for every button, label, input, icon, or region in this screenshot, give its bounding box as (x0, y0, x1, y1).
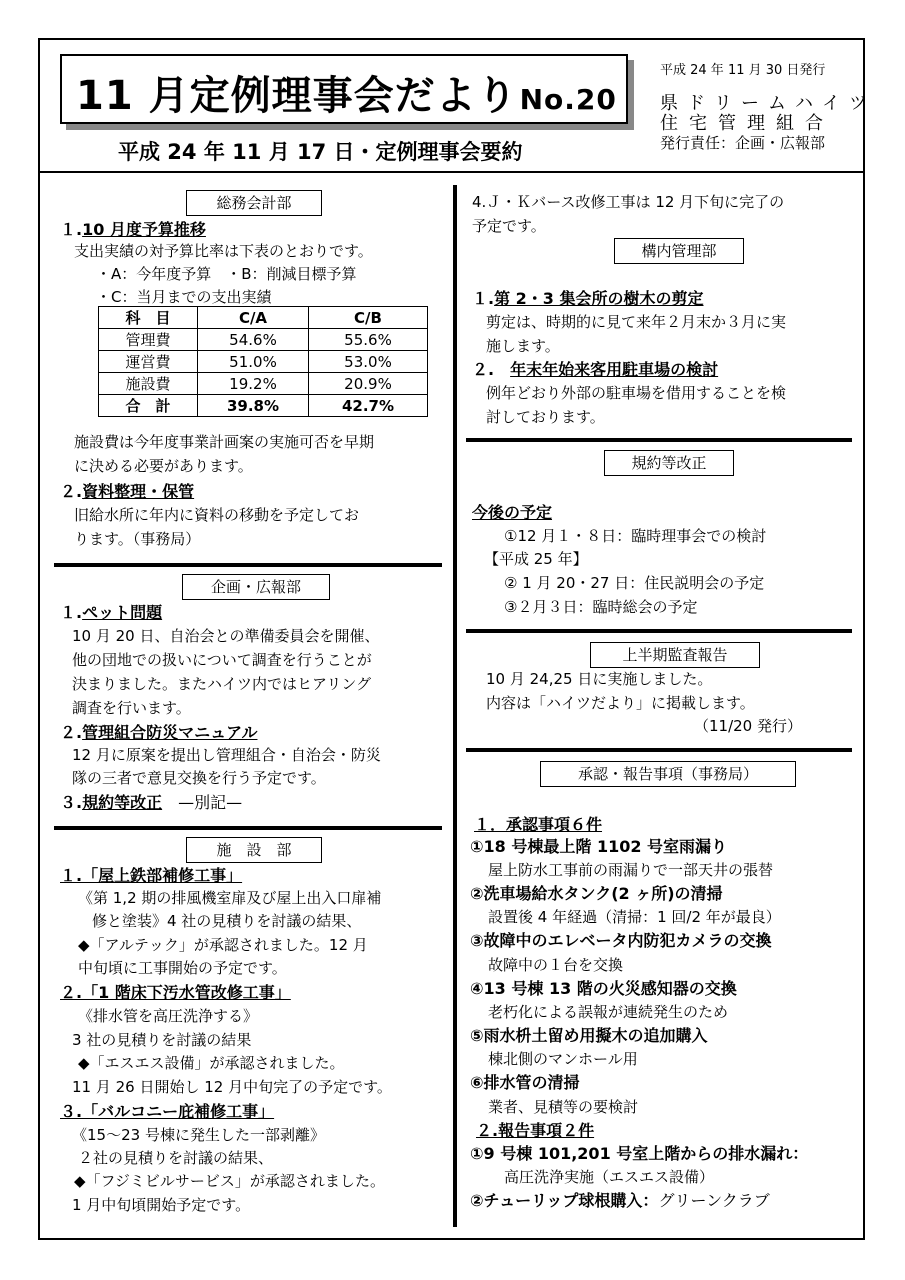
table-row: 管理費 54.6% 55.6% (99, 329, 428, 351)
soumu-item2-line1: 旧給水所に年内に資料の移動を予定してお (74, 506, 360, 524)
column-divider (453, 185, 457, 1227)
kounai-item2-l1: 例年どおり外部の駐車場を借用することを検 (486, 384, 787, 402)
kounai-item1-l1: 剪定は、時期的に見て来年２月末か３月に実 (486, 313, 787, 331)
issue-date: 平成 24 年 11 月 30 日発行 (660, 63, 826, 78)
kikaku-item1-l1: 10 月 20 日、自治会との準備委員会を開催、 (72, 627, 380, 645)
header-divider (40, 171, 863, 173)
soumu-item1-title: １.10 月度予算推移 (60, 220, 206, 239)
divider (466, 438, 852, 442)
shisetsu-item2-l1: 《排水管を高圧洗浄する》 (78, 1007, 259, 1025)
bath-renovation-l2: 予定です。 (472, 217, 546, 235)
kansa-l2: 内容は「ハイツだより」に掲載します。 (486, 694, 755, 712)
soumu-item2-title: ２.資料整理・保管 (60, 482, 195, 501)
approval-item-4: ④13 号棟 13 階の火災感知器の交換 (470, 979, 737, 998)
shisetsu-item3-title: ３.「バルコニー庇補修工事」 (60, 1102, 275, 1121)
shisetsu-item3-l4: 1 月中旬頃開始予定です。 (72, 1196, 251, 1214)
title-box (60, 54, 628, 124)
shounin-sub2: ２.報告事項２件 (476, 1121, 595, 1140)
soumu-item1-line1: 支出実績の対予算比率は下表のとおりです。 (74, 242, 373, 260)
soumu-item1-line3: ・C：当月までの支出実績 (96, 288, 272, 306)
approval-item-2-detail: 設置後 4 年経過（清掃：1 回/2 年が最良） (488, 908, 781, 926)
divider (466, 629, 852, 633)
report-item-2: ②チューリップ球根購入：グリーンクラブ (470, 1191, 770, 1210)
approval-item-1: ①18 号棟最上階 1102 号室雨漏り (470, 837, 728, 856)
shisetsu-item2-l3: ◆「エスエス設備」が承認されました。 (78, 1054, 345, 1072)
divider (54, 826, 442, 830)
section-heading-soumu: 総務会計部 (186, 190, 322, 216)
approval-item-4-detail: 老朽化による誤報が連続発生のため (488, 1003, 729, 1021)
shisetsu-item1-l3: ◆「アルテック」が承認されました。12 月 (78, 936, 368, 954)
approval-item-3: ③故障中のエレベータ内防犯カメラの交換 (470, 931, 772, 950)
newsletter-title (76, 64, 617, 121)
kikaku-item1-l4: 調査を行います。 (72, 699, 191, 717)
section-heading-shisetsu: 施 設 部 (186, 837, 322, 863)
section-heading-kikaku: 企画・広報部 (182, 574, 330, 600)
kikaku-item2-title: ２.管理組合防災マニュアル (60, 723, 258, 742)
report-item-1-detail: 高圧洗浄実施（エスエス設備） (504, 1168, 715, 1186)
kounai-item1-l2: 施します。 (486, 337, 560, 355)
kikaku-item1-title: １.ペット問題 (60, 603, 163, 622)
kiyaku-l4: ③２月３日：臨時総会の予定 (504, 598, 698, 616)
title-main: 11 月定例理事会だより (76, 73, 518, 119)
divider (466, 748, 852, 752)
soumu-item2-line2: ります。（事務局） (74, 530, 201, 548)
kiyaku-title: 今後の予定 (472, 503, 553, 522)
subtitle: 平成 24 年 11 月 17 日・定例理事会要約 (118, 140, 523, 164)
shisetsu-item2-title: ２.「1 階床下汚水管改修工事」 (60, 983, 291, 1002)
section-heading-shounin: 承認・報告事項（事務局） (540, 761, 796, 787)
shisetsu-item1-title: １.「屋上鉄部補修工事」 (60, 866, 243, 885)
org-name-line2: 住宅管理組合 (660, 113, 834, 134)
kikaku-item1-l2: 他の団地での扱いについて調査を行うことが (72, 651, 372, 669)
approval-item-3-detail: 故障中の１台を交換 (488, 956, 624, 974)
shisetsu-item3-l3: ◆「フジミビルサービス」が承認されました。 (74, 1172, 385, 1190)
kikaku-item3-title: ３.規約等改正 —別記— (60, 793, 243, 812)
shisetsu-item2-l2: 3 社の見積りを討議の結果 (72, 1031, 252, 1049)
budget-table (98, 306, 428, 417)
kounai-item1-title: １.第 2・3 集会所の樹木の剪定 (472, 289, 704, 308)
shisetsu-item1-l2: 修と塗装》4 社の見積りを討議の結果、 (92, 912, 362, 930)
kiyaku-l3: ② 1 月 20・27 日：住民説明会の予定 (504, 574, 765, 592)
shisetsu-item1-l4: 中旬頃に工事開始の予定です。 (78, 959, 287, 977)
shisetsu-item3-l2: ２社の見積りを討議の結果、 (78, 1149, 274, 1167)
responsible: 発行責任：企画・広報部 (660, 134, 826, 152)
approval-item-1-detail: 屋上防水工事前の雨漏りで一部天井の張替 (488, 861, 774, 879)
approval-item-5: ⑤雨水枡土留め用擬木の追加購入 (470, 1026, 708, 1045)
bath-renovation-l1: 4.Ｊ・Ｋバース改修工事は 12 月下旬に完了の (472, 193, 785, 211)
soumu-note2: に決める必要があります。 (74, 457, 253, 475)
kiyaku-l2: 【平成 25 年】 (484, 550, 588, 568)
table-header-row: 科 目 C/A C/B (99, 307, 428, 329)
kikaku-item1-l3: 決まりました。またハイツ内ではヒアリング (72, 675, 372, 693)
issue-number: No.20 (519, 83, 617, 116)
issuer-block (660, 64, 876, 151)
shisetsu-item3-l1: 《15～23 号棟に発生した一部剥離》 (72, 1126, 325, 1144)
soumu-note1: 施設費は今年度事業計画案の実施可否を早期 (74, 433, 375, 451)
section-heading-kansa: 上半期監査報告 (590, 642, 760, 668)
kansa-l3: （11/20 発行） (694, 717, 802, 735)
approval-item-5-detail: 棟北側のマンホール用 (488, 1050, 638, 1068)
approval-item-6-detail: 業者、見積等の要検討 (488, 1098, 639, 1116)
kikaku-item2-l2: 隊の三者で意見交換を行う予定です。 (72, 769, 326, 787)
report-item-1: ①9 号棟 101,201 号室上階からの排水漏れ： (470, 1144, 809, 1163)
org-name-line1: 県ドリームハイツ (660, 93, 876, 114)
soumu-item1-line2: ・A：今年度予算 ・B：削減目標予算 (96, 265, 357, 283)
shisetsu-item1-l1: 《第 1,2 期の排風機室扉及び屋上出入口扉補 (78, 889, 382, 907)
table-total-row: 合 計 39.8% 42.7% (99, 395, 428, 417)
shisetsu-item2-l4: 11 月 26 日開始し 12 月中旬完了の予定です。 (72, 1078, 392, 1096)
kounai-item2-l2: 討しております。 (486, 408, 605, 426)
approval-item-6: ⑥排水管の清掃 (470, 1073, 580, 1092)
section-heading-kounai: 構内管理部 (614, 238, 744, 264)
shounin-sub1: １．承認事項６件 (474, 815, 603, 834)
approval-item-2: ②洗車場給水タンク(2 ヶ所)の清掃 (470, 884, 723, 903)
kansa-l1: 10 月 24,25 日に実施しました。 (486, 670, 713, 688)
divider (54, 563, 442, 567)
table-row: 運営費 51.0% 53.0% (99, 351, 428, 373)
kiyaku-l1: ①12 月１・８日：臨時理事会での検討 (504, 527, 767, 545)
kikaku-item2-l1: 12 月に原案を提出し管理組合・自治会・防災 (72, 746, 381, 764)
table-row: 施設費 19.2% 20.9% (99, 373, 428, 395)
kounai-item2-title: ２. 年末年始来客用駐車場の検討 (472, 360, 719, 379)
section-heading-kiyaku: 規約等改正 (604, 450, 734, 476)
